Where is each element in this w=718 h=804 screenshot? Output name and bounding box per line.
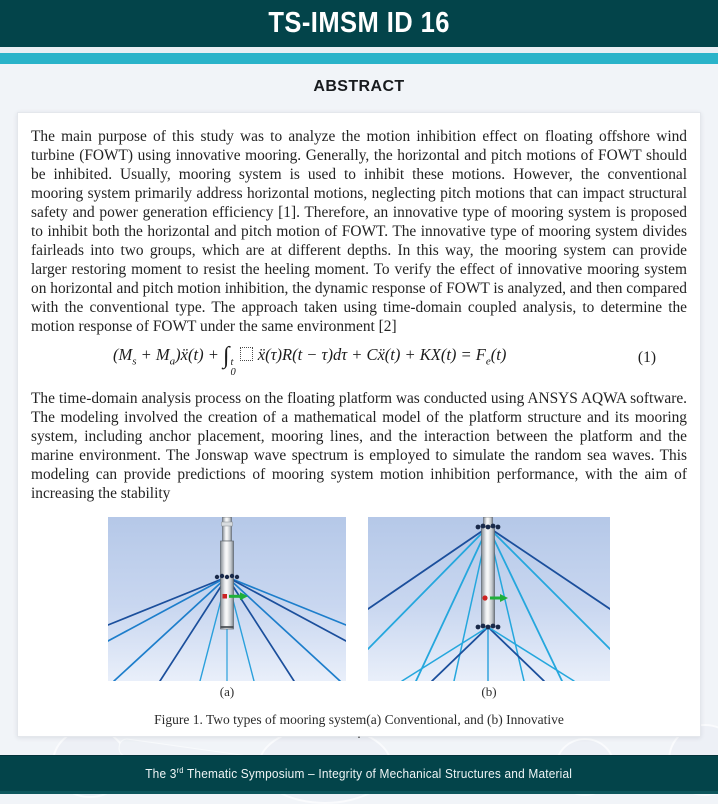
equation-placeholder-box — [240, 347, 253, 361]
abstract-heading: ABSTRACT — [313, 78, 405, 95]
figure-b-block — [368, 517, 610, 700]
equation — [31, 342, 687, 378]
figure-a-label: (a) — [219, 684, 235, 699]
figure-b-label: (b) — [481, 684, 497, 699]
integral-sign: ∫ — [222, 342, 230, 369]
equation-body: ($M_s$ + $M_a)ẍ(t)$ + ∫ t 0 ẍ(τ)R(t − τ)dτ + Cẍ(t) + $KX(t) = F_e(t)$ — [113, 342, 507, 378]
figure-b-image — [368, 517, 610, 681]
header-accent-bar — [0, 53, 718, 64]
footer-bar — [0, 755, 718, 794]
figure-1 — [31, 517, 687, 700]
figure-caption: Figure 1. Two types of mooring system(a) Conventional, and (b) Innovative — [154, 712, 564, 727]
red-origin-marker — [223, 594, 228, 599]
integral-limits: t 0 — [230, 356, 236, 378]
abstract-card — [17, 112, 701, 741]
header-bar — [0, 0, 718, 47]
footer-text: The 3rd Thematic Symposium – Integrity of Mechanical Structures and Material — [145, 766, 573, 781]
abstract-paragraph-2: The time-domain analysis process on the floating platform was conducted using ANSYS AQWA software. The modeling involved the creation of a mathematical model of the platform structure and its mooring system, including anchor placement, mooring lines, and the interaction between the platform and the marine environment. The Jonswap wave spectrum is employed to simulate the random sea waves. This modeling can provide predictions of mooring system motion inhibition performance, with the aim of increasing the stability — [31, 390, 687, 502]
equation-number: (1) — [637, 349, 656, 366]
figure-caption-dot: . — [357, 726, 361, 741]
red-origin-marker — [482, 595, 487, 600]
figure-a-block — [108, 517, 346, 700]
page-title: TS-IMSM ID 16 — [268, 7, 450, 39]
figure-a-image — [108, 517, 346, 681]
abstract-paragraph-1: The main purpose of this study was to analyze the motion inhibition effect on floating offshore wind turbine (FOWT) using innovative mooring. Generally, the horizontal and pitch motions of FOWT should be inhibited. Usually, mooring system is used to inhibit these motions. However, the conventional mooring system primarily address horizontal motions, neglecting pitch motions that can impact structural safety and power generation efficiency [1]. Therefore, an innovative type of mooring system is proposed to inhibit both the horizontal and pitch motion of FOWT. The innovative type of mooring system divides fairleads into two groups, which are at different depths. In this way, the mooring system can provide larger restoring moment to resist the heeling moment. To verify the effect of innovative mooring system on horizontal and pitch motion inhibition, the dynamic response of FOWT is analyzed, and then compared with the conventional type. The approach taken using time-domain coupled analysis, to determine the motion response of FOWT under the same environment [2] — [31, 128, 687, 335]
